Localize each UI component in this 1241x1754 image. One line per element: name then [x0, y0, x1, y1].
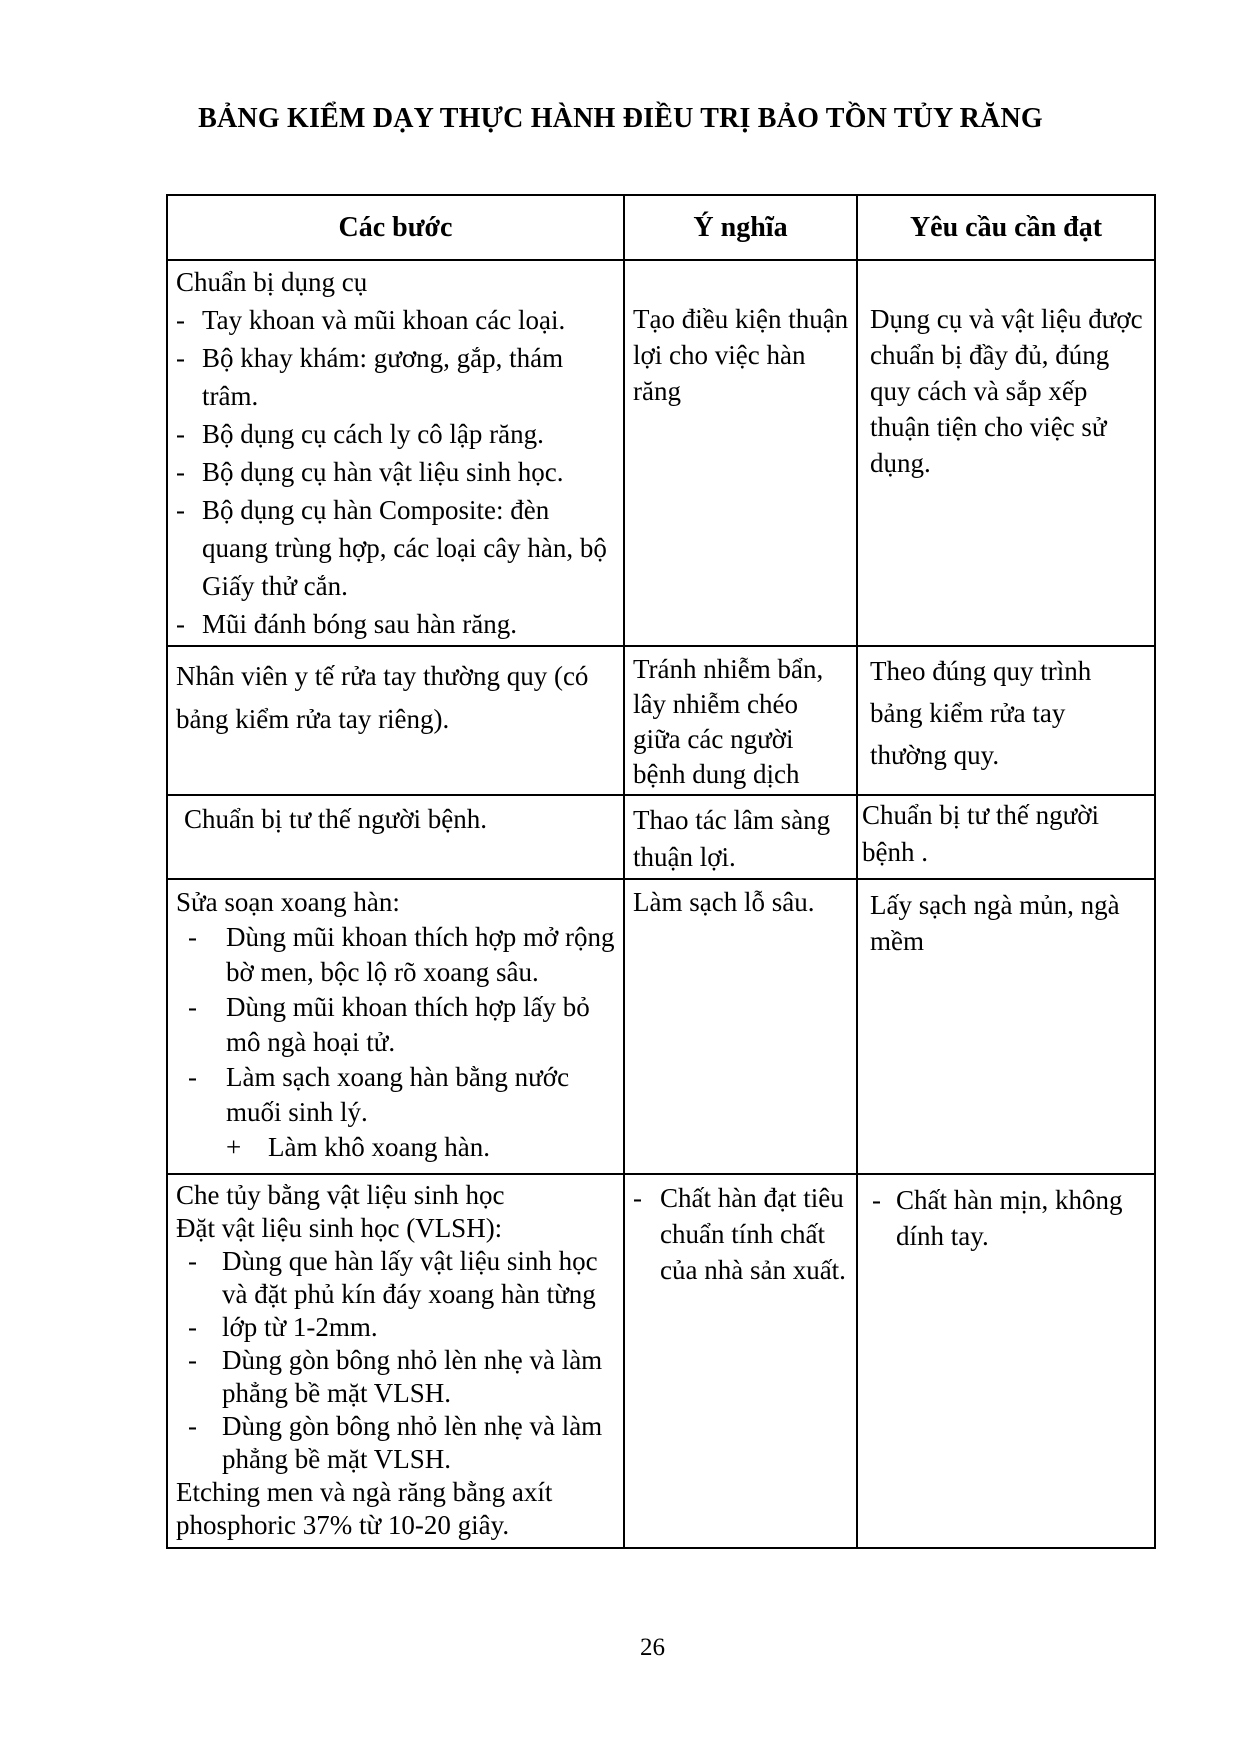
- row-hand-washing: [167, 646, 1155, 795]
- bullet-marker: -: [176, 457, 185, 487]
- list-item-text: Làm khô xoang hàn.: [268, 1132, 490, 1162]
- column-header-requirement: Yêu cầu cần đạt: [857, 195, 1155, 260]
- bullet-marker: -: [188, 1246, 197, 1276]
- list-item-text: Dùng gòn bông nhỏ lèn nhẹ và làm phẳng bề mặt VLSH.: [222, 1411, 603, 1474]
- list-item-text: Dùng que hàn lấy vật liệu sinh học và đặt phủ kín đáy xoang hàn từng: [222, 1246, 598, 1309]
- cell-paragraph: Dụng cụ và vật liệu được chuẩn bị đầy đủ, đúng quy cách và sắp xếp thuận tiện cho việc sử dụng.: [870, 304, 1143, 478]
- list-item-text: Bộ khay khám: gương, gắp, thám trâm.: [202, 343, 564, 411]
- row-patient-position: [167, 795, 1155, 879]
- list-item: [176, 1410, 617, 1476]
- bullet-marker: -: [188, 1062, 197, 1092]
- list-item: [176, 453, 617, 491]
- cell-paragraph: Chuẩn bị tư thế người bệnh.: [184, 804, 488, 834]
- list-item-text: Dùng mũi khoan thích hợp lấy bỏ mô ngà hoại tử.: [226, 992, 590, 1057]
- list-item: [176, 1344, 617, 1410]
- meaning-cell: [624, 795, 857, 879]
- meaning-cell: [624, 879, 857, 1174]
- list-item-text: Tay khoan và mũi khoan các loại.: [202, 305, 566, 335]
- list-item: [176, 1245, 617, 1311]
- meaning-cell: [624, 1174, 857, 1548]
- bullet-marker: -: [188, 992, 197, 1022]
- list-item: [176, 1311, 617, 1344]
- row-cavity-preparation: [167, 879, 1155, 1174]
- list-item-text: Bộ dụng cụ hàn vật liệu sinh học.: [202, 457, 564, 487]
- cell-paragraph: Tránh nhiễm bẩn, lây nhiễm chéo giữa các người bệnh dung dịch: [633, 654, 824, 789]
- bullet-marker: -: [188, 1312, 197, 1342]
- steps-cell: [167, 260, 624, 646]
- meaning-cell: [624, 260, 857, 646]
- list-item-text: Mũi đánh bóng sau hàn răng.: [202, 609, 517, 639]
- list-item-text: Dùng gòn bông nhỏ lèn nhẹ và làm phẳng bề mặt VLSH.: [222, 1345, 603, 1408]
- list-item-text: lớp từ 1-2mm.: [222, 1312, 378, 1342]
- bullet-marker: -: [176, 343, 185, 373]
- cell-paragraph: Làm sạch lỗ sâu.: [633, 887, 815, 917]
- steps-cell: [167, 879, 624, 1174]
- list-item: [176, 1130, 617, 1165]
- cell-paragraph: Tạo điều kiện thuận lợi cho việc hàn răng: [633, 304, 849, 406]
- cell-paragraph: Đặt vật liệu sinh học (VLSH):: [176, 1213, 503, 1243]
- list-item: [176, 415, 617, 453]
- cell-paragraph: Che tủy bằng vật liệu sinh học: [176, 1180, 505, 1210]
- list-item-text: Chất hàn mịn, không dính tay.: [896, 1185, 1123, 1251]
- meaning-cell: [624, 646, 857, 795]
- list-item: [176, 920, 617, 990]
- requirement-cell: [857, 646, 1155, 795]
- steps-cell: [167, 1174, 624, 1548]
- list-item: [176, 990, 617, 1060]
- cell-paragraph: Nhân viên y tế rửa tay thường quy (có bảng kiểm rửa tay riêng).: [176, 661, 589, 734]
- cell-paragraph: Theo đúng quy trình bảng kiểm rửa tay thường quy.: [870, 656, 1092, 770]
- bullet-marker: -: [633, 1183, 642, 1213]
- bullet-marker: -: [176, 609, 185, 639]
- bullet-marker: -: [872, 1185, 881, 1215]
- steps-cell: [167, 646, 624, 795]
- column-header-steps: Các bước: [167, 195, 624, 260]
- bullet-marker: -: [176, 495, 185, 525]
- requirement-cell: [857, 795, 1155, 879]
- cell-paragraph: Chuẩn bị tư thế người bệnh .: [862, 800, 1100, 867]
- cell-paragraph: Thao tác lâm sàng thuận lợi.: [633, 805, 831, 872]
- column-header-meaning: Ý nghĩa: [624, 195, 857, 260]
- plus-marker: +: [226, 1132, 242, 1162]
- list-item: [176, 1060, 617, 1130]
- list-item: [176, 339, 617, 415]
- list-item: [176, 491, 617, 605]
- document-title: BẢNG KIỂM DẠY THỰC HÀNH ĐIỀU TRỊ BẢO TỒN TỦY RĂNG: [198, 103, 1043, 134]
- cell-paragraph: Lấy sạch ngà mủn, ngà mềm: [870, 890, 1120, 956]
- list-item-text: Làm sạch xoang hàn bằng nước muối sinh lý.: [226, 1062, 570, 1127]
- list-item: [633, 1180, 850, 1288]
- bullet-marker: -: [188, 1345, 197, 1375]
- cell-paragraph: Chuẩn bị dụng cụ: [176, 267, 368, 297]
- list-item: [176, 301, 617, 339]
- list-item-text: Bộ dụng cụ hàn Composite: đèn quang trùng hợp, các loại cây hàn, bộ Giấy thử cắn.: [202, 495, 607, 601]
- row-prepare-instruments: [167, 260, 1155, 646]
- table-header-row: [167, 195, 1155, 260]
- cell-paragraph: Sửa soạn xoang hàn:: [176, 887, 400, 917]
- bullet-marker: -: [176, 305, 185, 335]
- list-item: [176, 605, 617, 643]
- steps-cell: [167, 795, 624, 879]
- requirement-cell: [857, 1174, 1155, 1548]
- row-pulp-capping: [167, 1174, 1155, 1548]
- list-item-text: Chất hàn đạt tiêu chuẩn tính chất của nhà sản xuất.: [660, 1183, 846, 1285]
- bullet-marker: -: [188, 1411, 197, 1441]
- list-item-text: Bộ dụng cụ cách ly cô lập răng.: [202, 419, 544, 449]
- bullet-marker: -: [176, 419, 185, 449]
- page-number: 26: [640, 1634, 665, 1661]
- requirement-cell: [857, 879, 1155, 1174]
- cell-paragraph: Etching men và ngà răng bằng axít phosphoric 37% từ 10-20 giây.: [176, 1477, 553, 1540]
- requirement-cell: [857, 260, 1155, 646]
- list-item-text: Dùng mũi khoan thích hợp mở rộng bờ men, bộc lộ rõ xoang sâu.: [226, 922, 615, 987]
- list-item: [872, 1182, 1148, 1254]
- bullet-marker: -: [188, 922, 197, 952]
- checklist-table: [166, 194, 1156, 1549]
